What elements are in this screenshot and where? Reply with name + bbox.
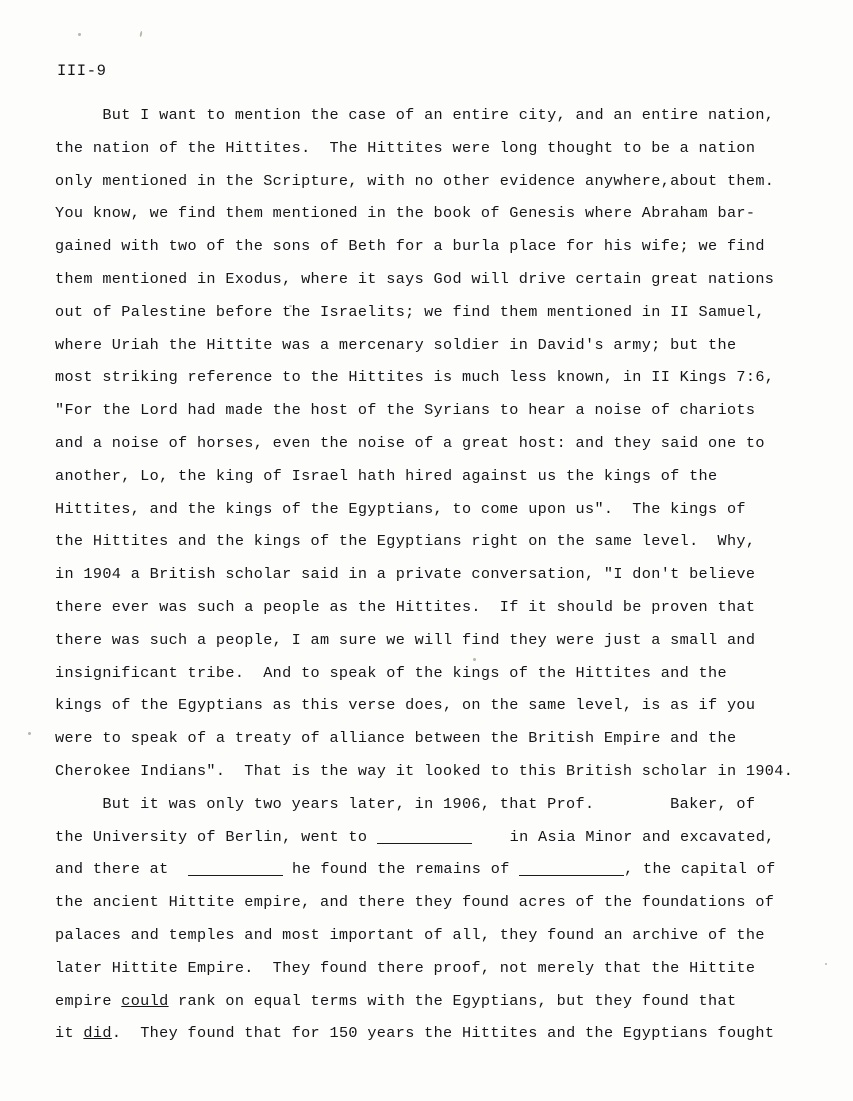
document-body	[55, 99, 845, 1050]
text-run: in Asia Minor and excavated,	[509, 827, 775, 846]
fill-in-blank	[377, 843, 472, 844]
text-run: But it was only two years later, in 1906, that Prof.	[55, 794, 595, 813]
fill-in-blank	[188, 875, 283, 876]
text-line: palaces and temples and most important of all, they found an archive of the	[55, 925, 765, 944]
text-run: rank on equal terms with the Egyptians, but they found that	[168, 991, 737, 1010]
text-line: Cherokee Indians". That is the way it looked to this British scholar in 1904.	[55, 761, 794, 780]
text-line: and a noise of horses, even the noise of a great host: and they said one to	[55, 433, 765, 452]
text-line: the nation of the Hittites. The Hittites were long thought to be a nation	[55, 138, 756, 157]
text-run: . They found that for 150 years the Hittites and the Egyptians fought	[111, 1024, 775, 1043]
text-line: later Hittite Empire. They found there proof, not merely that the Hittite	[55, 958, 756, 977]
text-line: only mentioned in the Scripture, with no other evidence anywhere,about them.	[55, 171, 775, 190]
text-run: , the capital of	[624, 860, 776, 879]
text-line: the Hittites and the kings of the Egyptians right on the same level. Why,	[55, 532, 756, 551]
text-line: But I want to mention the case of an entire city, and an entire nation,	[55, 106, 775, 124]
text-line: there was such a people, I am sure we will find they were just a small and	[55, 630, 756, 649]
page-number: III-9	[57, 62, 107, 80]
paper-speck	[139, 31, 142, 37]
text-run: he found the remains of	[291, 860, 510, 879]
text-line: Hittites, and the kings of the Egyptians, to come upon us". The kings of	[55, 499, 746, 518]
paper-speck	[28, 732, 31, 735]
paper-speck	[78, 33, 81, 36]
text-line: out of Palestine before the Israelits; we find them mentioned in II Samuel,	[55, 302, 765, 321]
text-line	[55, 1017, 845, 1050]
text-line: gained with two of the sons of Beth for a burla place for his wife; we find	[55, 237, 765, 256]
text-line: them mentioned in Exodus, where it says God will drive certain great nations	[55, 269, 775, 288]
text-run: and there at	[55, 860, 169, 879]
text-line: "For the Lord had made the host of the Syrians to hear a noise of chariots	[55, 401, 756, 420]
text-run: it	[55, 1024, 84, 1043]
text-line	[55, 985, 845, 1018]
text-line: You know, we find them mentioned in the book of Genesis where Abraham bar-	[55, 204, 756, 223]
fill-in-blank	[519, 875, 624, 876]
text-line: were to speak of a treaty of alliance between the British Empire and the	[55, 729, 737, 748]
text-run: empire	[55, 991, 122, 1010]
text-line: there ever was such a people as the Hittites. If it should be proven that	[55, 597, 756, 616]
emphasis-could: could	[121, 991, 169, 1010]
text-line: most striking reference to the Hittites is much less known, in II Kings 7:6,	[55, 368, 775, 387]
text-line: where Uriah the Hittite was a mercenary soldier in David's army; but the	[55, 335, 737, 354]
text-line: kings of the Egyptians as this verse does, on the same level, is as if you	[55, 696, 756, 715]
emphasis-did: did	[83, 1024, 112, 1043]
text-line: in 1904 a British scholar said in a private conversation, "I don't believe	[55, 565, 756, 584]
text-line: another, Lo, the king of Israel hath hired against us the kings of the	[55, 466, 718, 485]
text-line: insignificant tribe. And to speak of the kings of the Hittites and the	[55, 663, 727, 682]
text-line: the ancient Hittite empire, and there they found acres of the foundations of	[55, 893, 775, 912]
text-line	[55, 853, 845, 886]
text-line	[55, 821, 845, 854]
text-run: the University of Berlin, went to	[55, 827, 368, 846]
text-run: Baker, of	[670, 794, 756, 813]
text-line	[55, 788, 845, 821]
